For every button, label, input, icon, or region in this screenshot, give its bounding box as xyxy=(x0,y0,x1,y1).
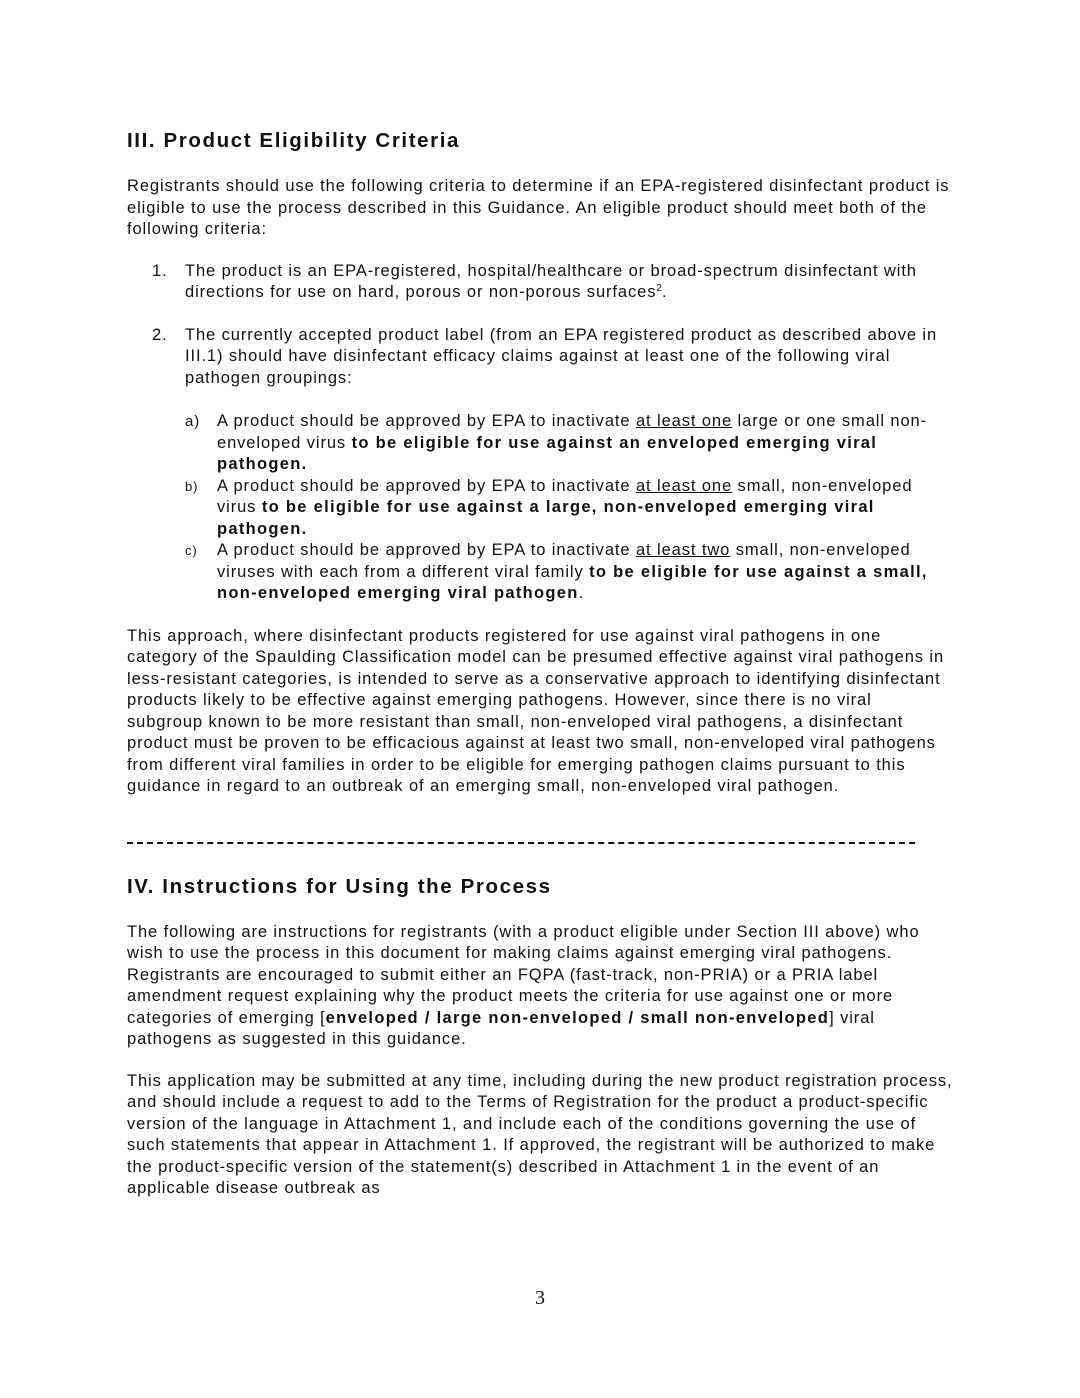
criteria-list xyxy=(127,261,953,605)
section-3-heading: III. Product Eligibility Criteria xyxy=(127,129,461,152)
section-3-intro: Registrants should use the following criteria to determine if an EPA-registered disinfectant product is eligible to use the process described in this Guidance. An eligible product should meet both of the following criteria: xyxy=(127,177,950,238)
section-4-paragraph-1-pre: The following are instructions for registrants (with a product eligible under Section III above) who wish to use the process in this document for making claims against emerging viral pathogens. Registrants are encouraged to submit either an FQPA (fast-track, non-PRIA) or a PRIA label amendment request explaining why the product meets the criteria for use against one or more categories of emerging [ xyxy=(127,922,920,1027)
criterion-2 xyxy=(127,325,953,605)
grouping-a-pre: A product should be approved by EPA to inactivate xyxy=(217,412,636,430)
criterion-1-number: 1. xyxy=(152,261,168,280)
grouping-a-mid: large or one small non-enveloped virus xyxy=(217,412,928,452)
grouping-a-bold: to be eligible for use against an enveloped emerging viral pathogen. xyxy=(217,433,878,473)
criterion-2-text: The currently accepted product label (from an EPA registered product as described above in III.1) should have disinfectant efficacy claims against at least one of the following viral pathogen groupings: xyxy=(185,325,938,387)
grouping-b xyxy=(185,476,953,541)
section-4-paragraph-1 xyxy=(127,922,953,1051)
grouping-a-underline: at least one xyxy=(635,412,733,430)
approach-paragraph: This approach, where disinfectant products registered for use against viral pathogens in one category of the Spaulding Classification model can be presumed effective against viral pathogens in less-resistant categories, is intended to serve as a conservative approach to identifying disinfectant products likely to be effective against emerging pathogens. However, since there is no viral subgroup known to be more resistant than small, non-enveloped viral pathogens, a disinfectant product must be proven to be efficacious against at least two small, non-enveloped viral pathogens from different viral families in order to be eligible for emerging pathogen claims pursuant to this guidance in regard to an outbreak of an emerging small, non-enveloped viral pathogen. xyxy=(127,626,945,795)
page-number: 3 xyxy=(535,1287,545,1309)
criterion-1-end: . xyxy=(661,283,668,301)
grouping-c-underline: at least two xyxy=(635,541,731,559)
grouping-c-end: . xyxy=(578,584,585,602)
section-4-paragraph-1-bold: enveloped / large non-enveloped / small non-enveloped xyxy=(325,1008,830,1027)
grouping-b-mid: small, non-enveloped virus xyxy=(217,476,913,516)
page-content xyxy=(127,128,953,1200)
grouping-c-bold: to be eligible for use against a small, non-enveloped emerging viral pathogen xyxy=(217,562,928,602)
grouping-b-letter: b) xyxy=(185,478,199,494)
grouping-c-pre: A product should be approved by EPA to inactivate xyxy=(217,541,636,559)
criterion-1 xyxy=(127,261,953,304)
grouping-b-pre: A product should be approved by EPA to inactivate xyxy=(217,476,636,495)
grouping-b-underline: at least one xyxy=(635,476,733,495)
grouping-c-mid: small, non-enveloped viruses with each from a different viral family xyxy=(217,541,911,581)
criterion-2-number: 2. xyxy=(152,325,168,344)
section-4-heading: IV. Instructions for Using the Process xyxy=(127,874,552,898)
grouping-a xyxy=(185,411,953,476)
grouping-c xyxy=(185,540,953,605)
footnote-2-marker[interactable]: 2 xyxy=(656,283,662,294)
section-4-paragraph-2: This application may be submitted at any time, including during the new product registration process, and should include a request to add to the Terms of Registration for the product a product-specific version of the language in Attachment 1, and include each of the conditions governing the use of such statements that appear in Attachment 1. If approved, the registrant will be authorized to make the product-specific version of the statement(s) described in Attachment 1 in the event of an applicable disease outbreak as xyxy=(127,1071,953,1197)
section-divider xyxy=(127,842,915,844)
grouping-b-bold: to be eligible for use against a large, non-enveloped emerging viral pathogen. xyxy=(217,498,875,538)
criterion-1-text: The product is an EPA-registered, hospital/healthcare or broad-spectrum disinfectant with directions for use on hard, porous or non-porous surfaces xyxy=(185,261,917,301)
viral-grouping-list xyxy=(185,411,953,605)
section-4-paragraph-1-post: ] viral pathogens as suggested in this guidance. xyxy=(127,1008,875,1048)
grouping-a-letter: a) xyxy=(185,413,201,430)
grouping-c-letter: c) xyxy=(185,543,198,558)
